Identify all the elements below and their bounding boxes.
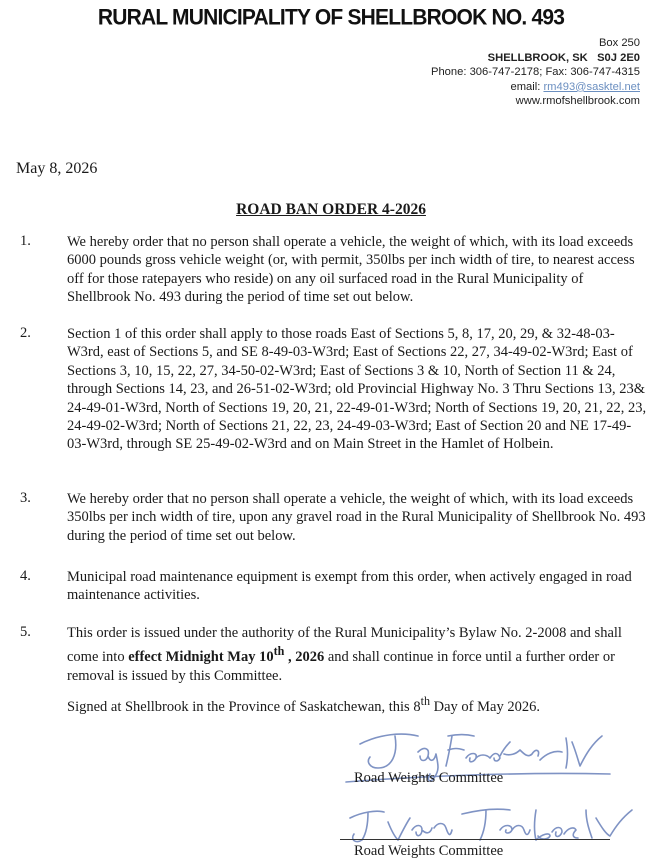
signed-statement: Signed at Shellbrook in the Province of Saskatchewan, this 8th Day of May 2026. (67, 694, 540, 715)
item-number: 4. (20, 568, 31, 584)
item-text: We hereby order that no person shall operate a vehicle, the weight of which, with its load exceeds 6000 pounds gross vehicle weight (or, with permit, 350lbs per inch width of tire, to nearest access off for those ratepayers who reside) on any oil surfaced road in the Rural Municipality of Shellbrook No. 493 during the period of time set out below. (67, 234, 635, 306)
item-number: 2. (20, 325, 31, 341)
item-text: Section 1 of this order shall apply to those roads East of Sections 5, 8, 17, 20, 29, & 32-48-03-W3rd, east of Sections 5, and SE 8-49-03-W3rd; East of Sections 22, 27, 34-49-02-W3rd; East of Sections 3, 10, 15, 22, 27, 34-50-02-W3rd; East of Sections 3 & 10, North of Section 11 & 24, through Sections 14, 23, and 26-51-02-W3rd; old Provincial Highway No. 3 Thru Sections 13, 23& 24-49-01-W3rd, North of Sections 19, 20, 21, 22-49-01-W3rd; North of Sections 19, 20, 21, 22, 23, 24-49-02-W3rd; North of Sections 21, 22, 23, 24-49-03-W3rd; East of Section 20 and NE 17-49-03-W3rd, through SE 25-49-02-W3rd and on Main Street in the Hamlet of Holbein. (67, 326, 647, 453)
phone-fax: Phone: 306-747-2178; Fax: 306-747-4315 (431, 66, 640, 79)
postal-code: S0J 2E0 (597, 51, 640, 64)
item-text-start: This order is issued under the authority of the Rural Municipality’s Bylaw No. 2-2008 and shall come into (67, 625, 622, 666)
signature-block-2 (340, 800, 640, 863)
item-text: Municipal road maintenance equipment is exempt from this order, when actively engaged in road maintenance activities. (67, 569, 632, 604)
signature-block-1 (340, 724, 640, 794)
order-title: ROAD BAN ORDER 4-2026 (236, 201, 426, 218)
item-number: 3. (20, 490, 31, 506)
municipality-title: RURAL MUNICIPALITY OF SHELLBROOK NO. 493 (97, 5, 565, 30)
email-label: email: (510, 80, 541, 93)
city: SHELLBROOK, SK (487, 51, 588, 64)
item-text (67, 624, 649, 685)
item-text: We hereby order that no person shall operate a vehicle, the weight of which, with its load exceeds 350lbs per inch width of tire, upon any gravel road in the Rural Municipality of Shellbrook No. 493 during the period of time set out below. (67, 491, 646, 544)
website: www.rmofshellbrook.com (515, 95, 640, 108)
effective-date: effect Midnight May 10th , 2026 (128, 644, 325, 666)
item-number: 5. (20, 624, 31, 640)
email-link[interactable]: rm493@sasktel.net (543, 80, 640, 93)
mailing-box: Box 250 (598, 37, 640, 49)
contact-block (431, 36, 640, 109)
document-date: May 8, 2026 (16, 160, 98, 177)
item-text-end: and shall continue in force until a further order or removal is issued by this Committee. (67, 649, 615, 684)
city-line (431, 51, 640, 66)
signature-label-2: Road Weights Committee (354, 843, 504, 859)
signature-line (340, 839, 610, 840)
item-number: 1. (20, 233, 31, 249)
signature-label-1: Road Weights Committee (354, 770, 504, 786)
email-line (431, 80, 640, 95)
